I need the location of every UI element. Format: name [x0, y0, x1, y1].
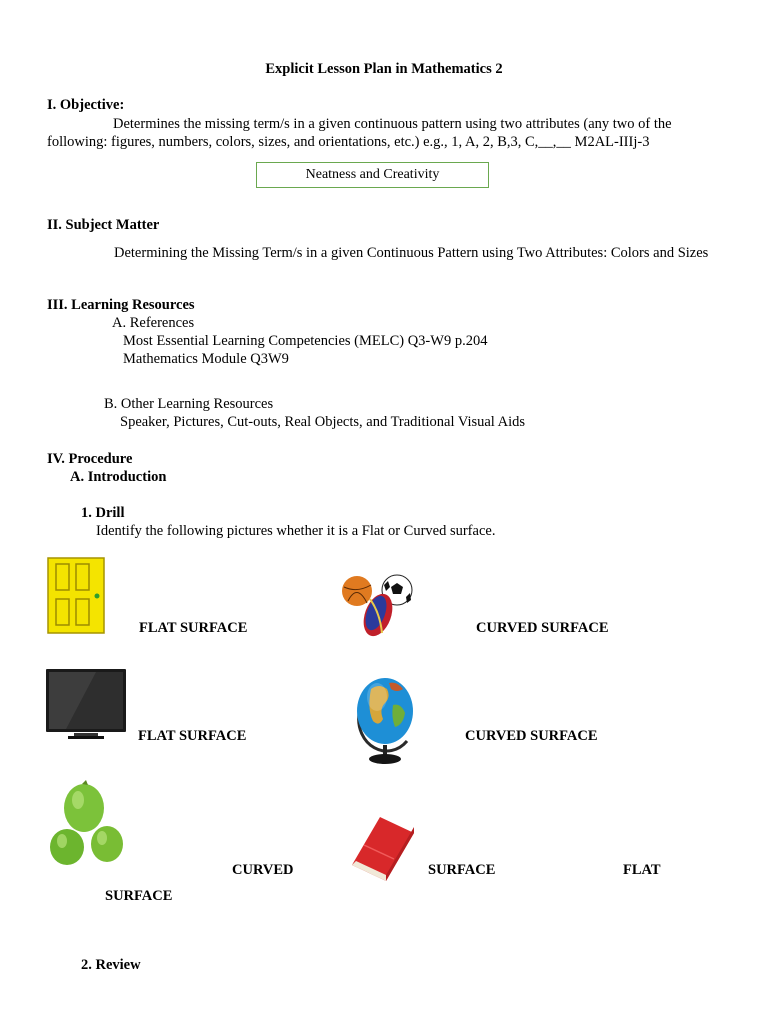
other-resources-label: B. Other Learning Resources — [104, 396, 274, 412]
review-heading: 2. Review — [81, 957, 141, 973]
objective-heading: I. Objective: — [47, 97, 125, 113]
subject-matter-text: Determining the Missing Term/s in a given Continuous Pattern using Two Attributes: Colors and Sizes — [114, 245, 709, 261]
drill-heading: 1. Drill — [81, 505, 125, 521]
procedure-heading: IV. Procedure — [47, 451, 133, 467]
coconuts-picture — [46, 780, 126, 873]
page-title: Explicit Lesson Plan in Mathematics 2 — [265, 61, 503, 77]
book-picture — [350, 815, 416, 888]
globe-picture — [349, 669, 419, 771]
reference-item: Mathematics Module Q3W9 — [123, 351, 289, 367]
answer-word-curved: CURVED — [232, 862, 294, 878]
references-label: A. References — [112, 315, 195, 331]
television-picture — [46, 669, 127, 746]
answer-word-flat: FLAT — [623, 862, 661, 878]
answer-label: CURVED SURFACE — [476, 620, 609, 636]
answer-label: FLAT SURFACE — [138, 728, 247, 744]
answer-label: FLAT SURFACE — [139, 620, 248, 636]
answer-word-surface: SURFACE — [428, 862, 496, 878]
answer-word-surface: SURFACE — [105, 888, 173, 904]
learning-resources-heading: III. Learning Resources — [47, 297, 195, 313]
drill-instruction: Identify the following pictures whether it is a Flat or Curved surface. — [96, 523, 496, 539]
balls-picture — [340, 563, 416, 646]
other-resources-text: Speaker, Pictures, Cut-outs, Real Objects, and Traditional Visual Aids — [120, 414, 526, 430]
door-picture — [47, 557, 105, 639]
subject-matter-heading: II. Subject Matter — [47, 217, 160, 233]
answer-label: CURVED SURFACE — [465, 728, 598, 744]
values-box: Neatness and Creativity — [256, 162, 489, 188]
reference-item: Most Essential Learning Competencies (MELC) Q3-W9 p.204 — [123, 333, 488, 349]
introduction-heading: A. Introduction — [70, 469, 167, 485]
objective-text: Determines the missing term/s in a given continuous pattern using two attributes (any two of the following: figures, numbers, colors, sizes, and orientations, etc.) e.g., 1, A, 2, B,3, C,__,__ M2AL-IIIj-3 — [47, 116, 672, 150]
